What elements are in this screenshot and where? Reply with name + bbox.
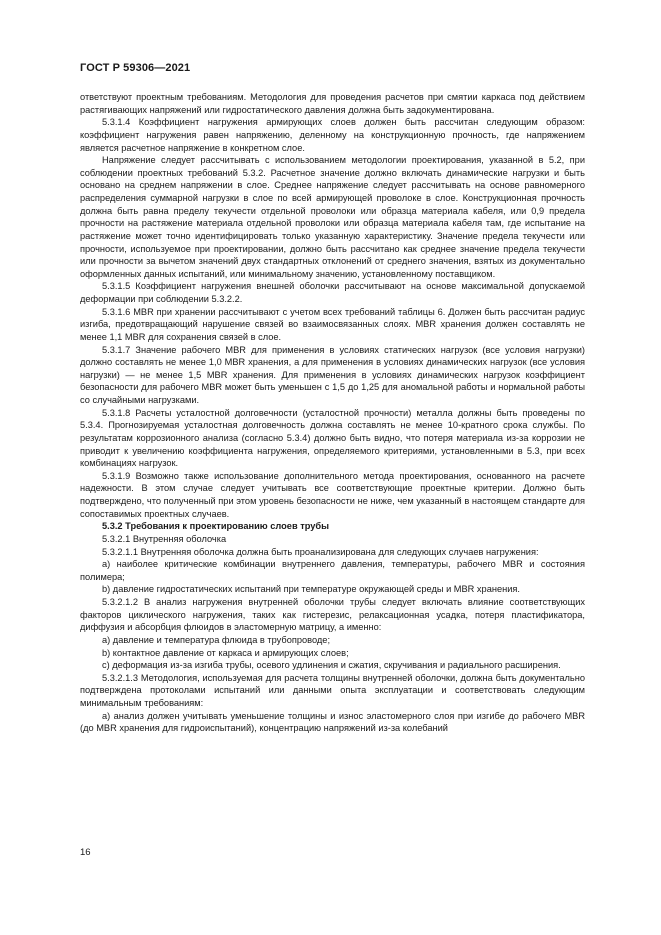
paragraph: 5.3.1.6 MBR при хранении рассчитывают с учетом всех требований таблицы 6. Должен быть рассчитан радиус изгиба, предотвращающий нарушение связей во взаимосвязанных слоях. MBR хранения должен составлять не менее 1,1 MBR для сохранения связей в слое. bbox=[80, 306, 585, 342]
paragraph: a) наиболее критические комбинации внутреннего давления, температуры, рабочего MBR и состояния полимера; bbox=[80, 559, 585, 582]
paragraph: 5.3.1.7 Значение рабочего MBR для применения в условиях статических нагрузок (все условия нагрузки) должно составлять не менее 1,0 MBR хранения, а для применения в условиях динамических нагрузок (все условия нагрузки) — не менее 1,5 MBR хранения. Для применения в условиях динамических нагрузок коэффициент безопасности для рабочего MBR может быть уменьшен с 1,5 до 1,25 для аномальной работы и нормальной работы со случайными нагрузками. bbox=[80, 344, 585, 405]
paragraph: 5.3.2.1 Внутренняя оболочка bbox=[102, 533, 227, 544]
paragraph: 5.3.1.9 Возможно также использование дополнительного метода проектирования, основанного на расчете надежности. В этом случае следует учитывать все соответствующие проектные критерии. Должно быть подтверждено, что полученный при этом уровень безопасности не ниже, чем указанный в настоящем стандарте для сопоставимых проектных случаев. bbox=[80, 470, 585, 519]
document-body bbox=[80, 91, 585, 735]
paragraph: 5.3.1.5 Коэффициент нагружения внешней оболочки рассчитывают на основе максимальной допускаемой деформации при соблюдении 5.3.2.2. bbox=[80, 281, 585, 304]
paragraph: 5.3.2.1.2 В анализ нагружения внутренней оболочки трубы следует включать влияние соответствующих факторов циклического нагружения, таких как гистерезис, релаксационная усадка, потеря пластификатора, диффузия и абсорбция флюидов в эластомерную матрицу, а именно: bbox=[80, 597, 585, 633]
paragraph: a) давление и температура флюида в трубопроводе; bbox=[102, 634, 331, 645]
paragraph: 5.3.2.1.1 Внутренняя оболочка должна быть проанализирована для следующих случаев нагружения: bbox=[102, 546, 539, 557]
paragraph: ответствуют проектным требованиям. Методология для проведения расчетов при смятии каркаса под действием растягивающих напряжений или гидростатического давления должна быть задокументирована. bbox=[80, 92, 585, 115]
paragraph: c) деформация из-за изгиба трубы, осевого удлинения и сжатия, скручивания и радиального расширения. bbox=[102, 660, 561, 671]
paragraph: Напряжение следует рассчитывать с использованием методологии проектирования, указанной в 5.2, при соблюдении проектных требований 5.3.2. Расчетное значение должно включать динамические нагрузки и быть основано на среднем напряжении в слое. Среднее напряжение следует рассчитывать на основе равномерного распределения суммарной нагрузки в слое по всей армирующей проволоке в слое. Конструкционная прочность должна быть равна пределу текучести отдельной проволоки или образца материала кабеля, или 0,9 предела прочности на растяжение материала отдельной проволоки или образца материала кабеля там, где испытание на растяжение может точно идентифицировать только указанную характеристику. Значение предела текучести или прочности, используемое при проектировании, должно быть рассчитано как среднее значение предела текучести или прочности за вычетом значений двух стандартных отклонений от среднего значения, взятых из документально оформленных данных испытаний, или минимальному значению, установленному поставщиком. bbox=[80, 155, 585, 279]
page-number: 16 bbox=[80, 847, 91, 858]
paragraph: b) давление гидростатических испытаний при температуре окружающей среды и MBR хранения. bbox=[102, 584, 520, 595]
paragraph: 5.3.1.8 Расчеты усталостной долговечности (усталостной прочности) металла должны быть проведены по 5.3.4. Прогнозируемая усталостная долговечность должна составлять не менее 10-кратного срока службы. По результатам коррозионного анализа (согласно 5.3.4) должно быть видно, что потеря материала из-за коррозии не приводит к увеличению коэффициента нагружения, определяемого критериями, установленными в 5.3, при всех комбинациях нагрузок. bbox=[80, 407, 585, 469]
paragraph: 5.3.2.1.3 Методология, используемая для расчета толщины внутренней оболочки, должна быть документально подтверждена протоколами испытаний или данными опыта эксплуатации и соответствовать следующим минимальным требованиям: bbox=[80, 672, 585, 708]
paragraph: b) контактное давление от каркаса и армирующих слоев; bbox=[102, 647, 349, 658]
paragraph: 5.3.1.4 Коэффициент нагружения армирующих слоев должен быть рассчитан следующим образом: коэффициент нагружения равен напряжению, деленному на конструкционную прочность, где напряжением является расчетное напряжение в конкретном слое. bbox=[80, 117, 585, 153]
standard-header: ГОСТ Р 59306—2021 bbox=[80, 62, 191, 74]
section-heading: 5.3.2 Требования к проектированию слоев трубы bbox=[102, 521, 330, 532]
paragraph: a) анализ должен учитывать уменьшение толщины и износ эластомерного слоя при изгибе до рабочего MBR (до MBR хранения для гидроиспытаний), концентрацию напряжений из-за колебаний bbox=[80, 710, 585, 734]
